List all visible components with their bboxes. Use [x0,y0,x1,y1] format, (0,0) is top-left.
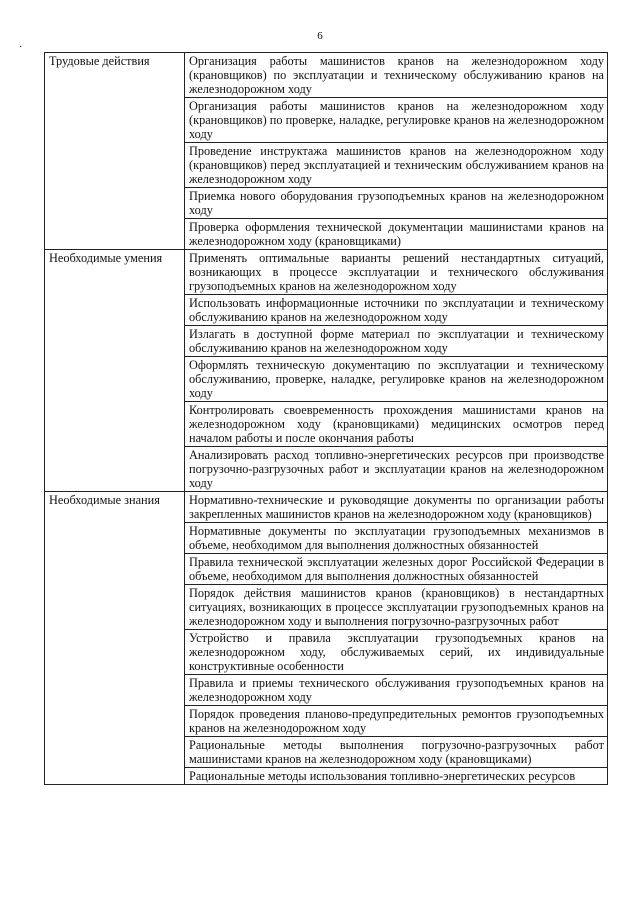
table-cell-labor-actions: Организация работы машинистов кранов на железнодорожном ходу (крановщиков) по эксплуатации и техническому обслуживанию кранов на железнодорожном ходу [185,53,608,98]
table-cell-required-knowledge: Устройство и правила эксплуатации грузоподъемных кранов на железнодорожном ходу, обслуживаемых серий, их индивидуальные конструктивные особенности [185,630,608,675]
table-cell-required-knowledge: Порядок действия машинистов кранов (крановщиков) в нестандартных ситуациях, возникающих в процессе эксплуатации грузоподъемных кранов на железнодорожном ходу и выполнения погрузочно-разгрузочных работ [185,585,608,630]
table-cell-labor-actions: Проверка оформления технической документации машинистами кранов на железнодорожном ходу (крановщиками) [185,219,608,250]
section-label-required-skills: Необходимые умения [45,250,185,492]
table-cell-required-skills: Излагать в доступной форме материал по эксплуатации и техническому обслуживанию кранов на железнодорожном ходу [185,326,608,357]
table-cell-labor-actions: Приемка нового оборудования грузоподъемных кранов на железнодорожном ходу [185,188,608,219]
table-row [45,250,608,295]
table-cell-required-skills: Применять оптимальные варианты решений нестандартных ситуаций, возникающих в процессе эксплуатации и технического обслуживания грузоподъемных кранов на железнодорожном ходу [185,250,608,295]
table-cell-required-knowledge: Правила технической эксплуатации железных дорог Российской Федерации в объеме, необходимом для выполнения должностных обязанностей [185,554,608,585]
table-cell-required-knowledge: Нормативно-технические и руководящие документы по организации работы закрепленных машинистов кранов на железнодорожном ходу (крановщиков) [185,492,608,523]
table-cell-required-skills: Использовать информационные источники по эксплуатации и техническому обслуживанию кранов на железнодорожном ходу [185,295,608,326]
competency-table-body [45,53,608,785]
competency-table [44,52,608,785]
section-label-labor-actions: Трудовые действия [45,53,185,250]
table-cell-required-knowledge: Рациональные методы выполнения погрузочно-разгрузочных работ машинистами кранов на железнодорожном ходу (крановщиками) [185,737,608,768]
page-number: 6 [317,30,323,42]
table-cell-required-knowledge: Правила и приемы технического обслуживания грузоподъемных кранов на железнодорожном ходу [185,675,608,706]
margin-mark: · [19,42,23,53]
table-cell-required-skills: Контролировать своевременность прохождения машинистами кранов на железнодорожном ходу (крановщиками) медицинских осмотров перед началом работы и после окончания работы [185,402,608,447]
section-label-required-knowledge: Необходимые знания [45,492,185,785]
table-row [45,492,608,523]
table-cell-required-knowledge: Нормативные документы по эксплуатации грузоподъемных механизмов в объеме, необходимом для выполнения должностных обязанностей [185,523,608,554]
table-cell-labor-actions: Проведение инструктажа машинистов кранов на железнодорожном ходу (крановщиков) перед эксплуатацией и техническим обслуживанием кранов на железнодорожном ходу [185,143,608,188]
table-cell-labor-actions: Организация работы машинистов кранов на железнодорожном ходу (крановщиков) по проверке, наладке, регулировке кранов на железнодорожном ходу [185,98,608,143]
table-cell-required-knowledge: Рациональные методы использования топливно-энергетических ресурсов [185,768,608,785]
table-row [45,53,608,98]
table-cell-required-knowledge: Порядок проведения планово-предупредительных ремонтов грузоподъемных кранов на железнодорожном ходу [185,706,608,737]
table-cell-required-skills: Оформлять техническую документацию по эксплуатации и техническому обслуживанию, проверке, наладке, регулировке кранов на железнодорожном ходу [185,357,608,402]
table-cell-required-skills: Анализировать расход топливно-энергетических ресурсов при производстве погрузочно-разгрузочных работ и эксплуатации кранов на железнодорожном ходу [185,447,608,492]
